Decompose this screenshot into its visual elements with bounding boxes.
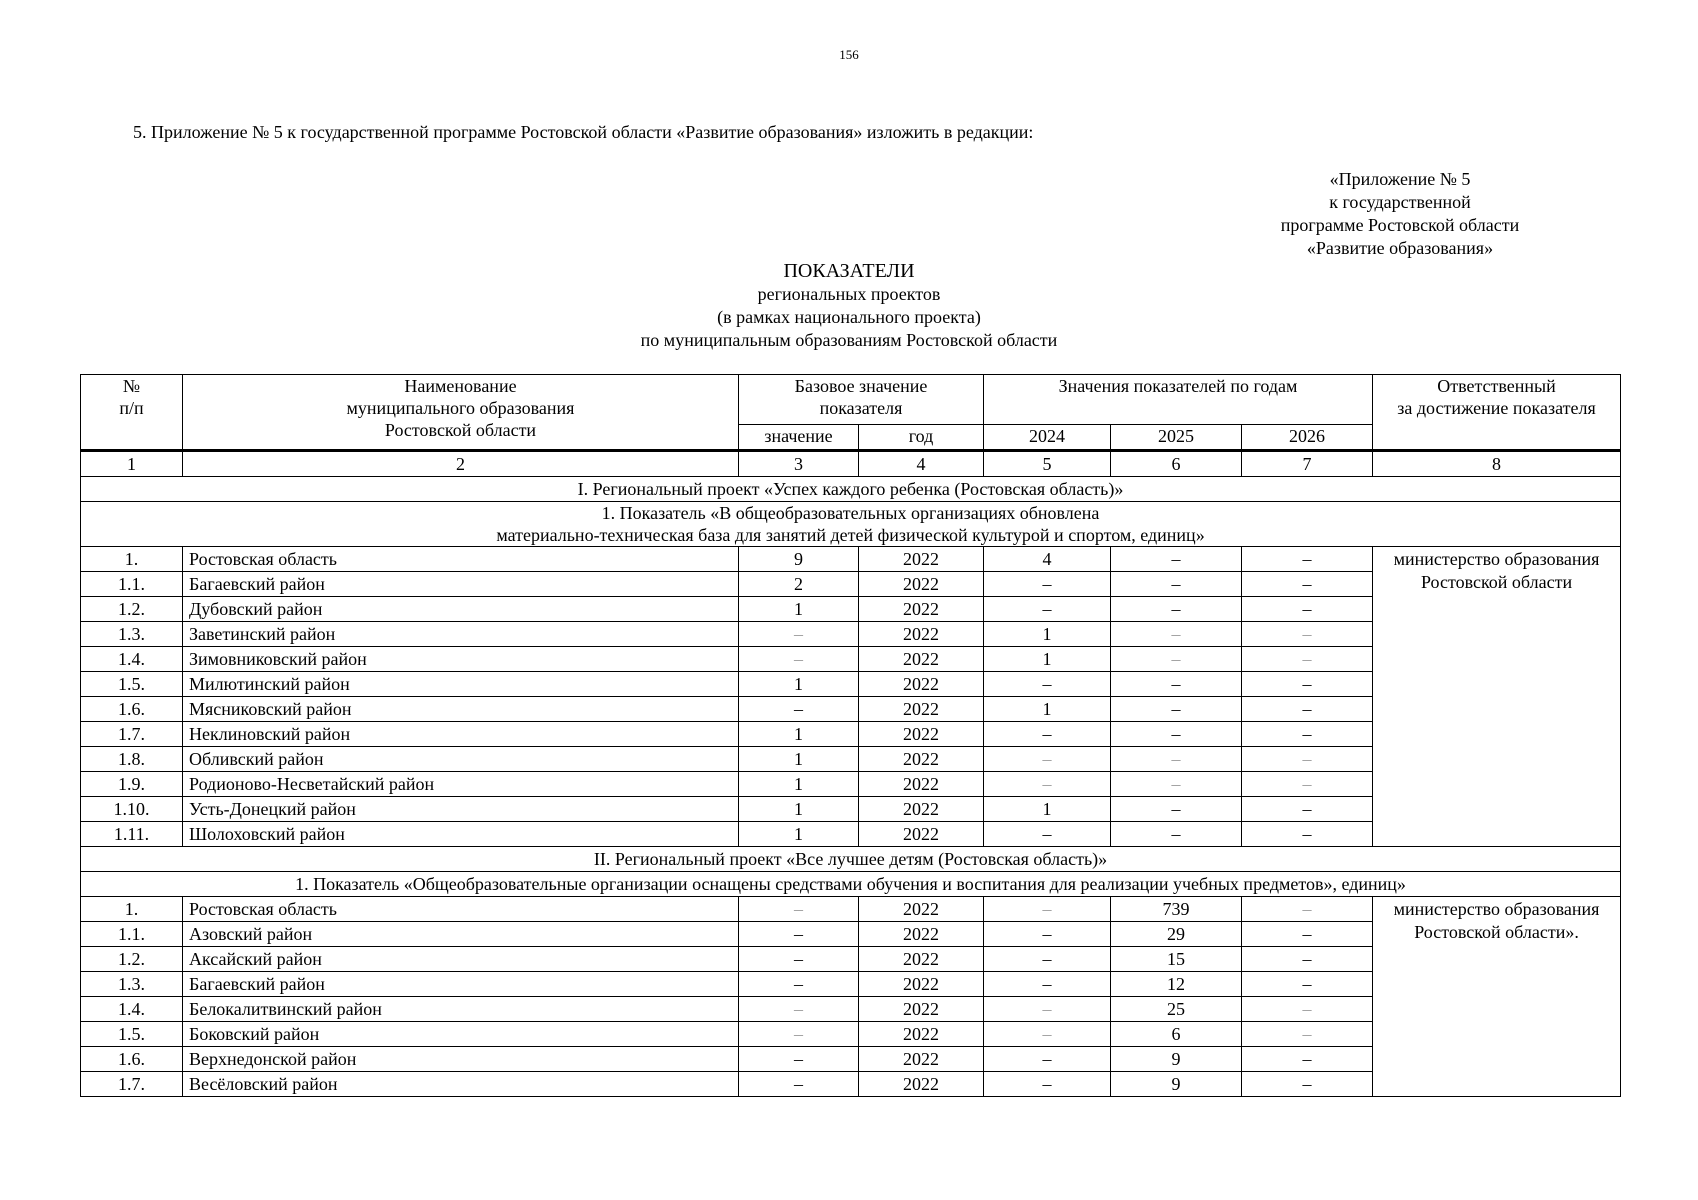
value-2025: 739 [1111,897,1242,922]
column-number: 8 [1373,451,1621,477]
value-2026: – [1242,547,1373,572]
municipality-name: Ростовская область [183,897,739,922]
value-2024: – [984,722,1111,747]
indicator-line: 1. Показатель «Общеобразовательные организации оснащены средствами обучения и воспитания для реализации учебных предметов», единиц» [295,874,1406,894]
municipality-name: Заветинский район [183,622,739,647]
value-2024: – [984,772,1111,797]
base-year: 2022 [859,572,984,597]
section-title-row [81,847,1621,872]
section-title-row [81,477,1621,502]
page-number: 156 [839,47,859,62]
row-number: 1.9. [81,772,183,797]
column-number: 2 [183,451,739,477]
header-number [81,375,183,451]
value-2025: 29 [1111,922,1242,947]
indicator-title [81,872,1621,897]
base-year: 2022 [859,1047,984,1072]
municipality-name: Родионово-Несветайский район [183,772,739,797]
value-2025: – [1111,722,1242,747]
title-line: (в рамках национального проекта) [717,307,981,327]
value-2024: 1 [984,797,1111,822]
indicator-row [81,502,1621,547]
row-number: 1.2. [81,597,183,622]
value-2026: – [1242,622,1373,647]
column-number: 5 [984,451,1111,477]
intro-paragraph: 5. Приложение № 5 к государственной программе Ростовской области «Развитие образования» изложить в редакции: [133,122,1034,142]
row-number: 1. [81,547,183,572]
header-value: значение [739,425,859,451]
base-value: – [739,1072,859,1097]
responsible-line: министерство образования [1393,899,1600,919]
value-2024: 4 [984,547,1111,572]
base-year: 2022 [859,747,984,772]
header-years-group: Значения показателей по годам [984,375,1373,425]
base-value: – [739,622,859,647]
value-2025: – [1111,597,1242,622]
municipality-name: Зимовниковский район [183,647,739,672]
value-2024: 1 [984,647,1111,672]
column-number: 7 [1242,451,1373,477]
base-value: – [739,922,859,947]
appendix-line: программе Ростовской области [1280,215,1520,235]
indicator-line: материально-техническая база для занятий детей физической культурой и спортом, единиц» [496,525,1205,545]
value-2026: – [1242,1072,1373,1097]
base-year: 2022 [859,947,984,972]
header-name [183,375,739,451]
value-2024: – [984,572,1111,597]
value-2025: 6 [1111,1022,1242,1047]
value-2025: 9 [1111,1072,1242,1097]
value-2026: – [1242,572,1373,597]
header-text: п/п [119,398,144,418]
municipality-name: Аксайский район [183,947,739,972]
value-2025: – [1111,647,1242,672]
value-2025: – [1111,672,1242,697]
value-2026: – [1242,797,1373,822]
base-value: 1 [739,772,859,797]
value-2024: – [984,922,1111,947]
row-number: 1.8. [81,747,183,772]
value-2024: – [984,672,1111,697]
appendix-line: «Приложение № 5 [1329,169,1471,189]
base-year: 2022 [859,672,984,697]
base-year: 2022 [859,1022,984,1047]
responsible-cell [1373,547,1621,847]
row-number: 1. [81,897,183,922]
base-value: – [739,997,859,1022]
indicator-title [81,502,1621,547]
value-2024: – [984,822,1111,847]
base-year: 2022 [859,897,984,922]
responsible-line: Ростовской области [1420,572,1573,592]
base-year: 2022 [859,722,984,747]
value-2025: 9 [1111,1047,1242,1072]
row-number: 1.6. [81,697,183,722]
column-number: 3 [739,451,859,477]
header-text: за достижение показателя [1397,398,1596,418]
header-text: Ростовской области [384,420,537,440]
value-2025: 15 [1111,947,1242,972]
document-title [0,260,1698,352]
column-number: 4 [859,451,984,477]
base-value: 1 [739,797,859,822]
base-value: 2 [739,572,859,597]
indicator-line: 1. Показатель «В общеобразовательных организациях обновлена [601,503,1100,523]
municipality-name: Белокалитвинский район [183,997,739,1022]
responsible-line: министерство образования [1393,549,1600,569]
municipality-name: Боковский район [183,1022,739,1047]
value-2026: – [1242,747,1373,772]
section-title: II. Региональный проект «Все лучшее детям (Ростовская область)» [81,847,1621,872]
municipality-name: Мясниковский район [183,697,739,722]
row-number: 1.7. [81,722,183,747]
base-value: – [739,1022,859,1047]
header-2026: 2026 [1242,425,1373,451]
base-year: 2022 [859,797,984,822]
header-text: Наименование [404,376,517,396]
municipality-name: Верхнедонской район [183,1047,739,1072]
value-2024: – [984,1072,1111,1097]
header-base-value [739,375,984,425]
header-responsible [1373,375,1621,451]
value-2024: 1 [984,622,1111,647]
row-number: 1.3. [81,972,183,997]
base-value: 1 [739,597,859,622]
base-value: 1 [739,672,859,697]
base-year: 2022 [859,972,984,997]
row-number: 1.4. [81,997,183,1022]
title-line: региональных проектов [757,284,941,304]
header-text: Ответственный [1437,376,1556,396]
header-2025: 2025 [1111,425,1242,451]
section-title: I. Региональный проект «Успех каждого ребенка (Ростовская область)» [81,477,1621,502]
value-2025: – [1111,572,1242,597]
table-row [81,547,1621,572]
appendix-line: к государственной [1329,192,1471,212]
municipality-name: Ростовская область [183,547,739,572]
value-2025: – [1111,547,1242,572]
row-number: 1.7. [81,1072,183,1097]
value-2026: – [1242,997,1373,1022]
municipality-name: Неклиновский район [183,722,739,747]
value-2025: 25 [1111,997,1242,1022]
value-2024: – [984,947,1111,972]
column-number: 1 [81,451,183,477]
column-numbers-row [81,451,1621,477]
value-2026: – [1242,672,1373,697]
base-year: 2022 [859,597,984,622]
header-text: № [122,376,141,396]
title-main: ПОКАЗАТЕЛИ [783,260,915,282]
base-year: 2022 [859,997,984,1022]
row-number: 1.5. [81,672,183,697]
header-text: Базовое значение [794,376,928,396]
row-number: 1.3. [81,622,183,647]
value-2024: – [984,597,1111,622]
value-2026: – [1242,922,1373,947]
value-2024: 1 [984,697,1111,722]
value-2026: – [1242,647,1373,672]
header-year: год [859,425,984,451]
base-year: 2022 [859,822,984,847]
base-value: – [739,1047,859,1072]
column-number: 6 [1111,451,1242,477]
municipality-name: Багаевский район [183,972,739,997]
value-2024: – [984,747,1111,772]
value-2026: – [1242,822,1373,847]
base-value: 1 [739,722,859,747]
value-2026: – [1242,947,1373,972]
base-year: 2022 [859,647,984,672]
value-2026: – [1242,697,1373,722]
title-line: по муниципальным образованиям Ростовской области [640,330,1058,350]
municipality-name: Багаевский район [183,572,739,597]
base-value: – [739,897,859,922]
municipality-name: Милютинский район [183,672,739,697]
municipality-name: Азовский район [183,922,739,947]
responsible-line: Ростовской области». [1414,922,1579,942]
base-year: 2022 [859,622,984,647]
table-row [81,897,1621,922]
value-2024: – [984,1047,1111,1072]
value-2026: – [1242,722,1373,747]
base-value: – [739,972,859,997]
responsible-cell [1373,897,1621,1097]
value-2025: – [1111,797,1242,822]
value-2025: 12 [1111,972,1242,997]
municipality-name: Усть-Донецкий район [183,797,739,822]
value-2024: – [984,997,1111,1022]
row-number: 1.1. [81,572,183,597]
row-number: 1.11. [81,822,183,847]
value-2025: – [1111,772,1242,797]
value-2024: – [984,972,1111,997]
appendix-line: «Развитие образования» [1306,238,1494,258]
indicators-table [80,374,1621,1097]
value-2026: – [1242,972,1373,997]
base-year: 2022 [859,1072,984,1097]
row-number: 1.5. [81,1022,183,1047]
base-value: – [739,947,859,972]
value-2025: – [1111,622,1242,647]
base-year: 2022 [859,697,984,722]
municipality-name: Дубовский район [183,597,739,622]
municipality-name: Обливский район [183,747,739,772]
appendix-heading [1260,168,1540,260]
base-value: 1 [739,822,859,847]
base-year: 2022 [859,772,984,797]
header-text: показателя [819,398,903,418]
value-2025: – [1111,747,1242,772]
row-number: 1.2. [81,947,183,972]
municipality-name: Весёловский район [183,1072,739,1097]
header-text: муниципального образования [346,398,575,418]
base-year: 2022 [859,922,984,947]
base-value: – [739,697,859,722]
row-number: 1.1. [81,922,183,947]
value-2026: – [1242,897,1373,922]
value-2026: – [1242,772,1373,797]
row-number: 1.10. [81,797,183,822]
value-2025: – [1111,697,1242,722]
municipality-name: Шолоховский район [183,822,739,847]
value-2025: – [1111,822,1242,847]
row-number: 1.4. [81,647,183,672]
base-year: 2022 [859,547,984,572]
value-2024: – [984,897,1111,922]
base-value: – [739,647,859,672]
value-2026: – [1242,1022,1373,1047]
base-value: 1 [739,747,859,772]
value-2024: – [984,1022,1111,1047]
base-value: 9 [739,547,859,572]
value-2026: – [1242,1047,1373,1072]
indicator-row [81,872,1621,897]
header-2024: 2024 [984,425,1111,451]
value-2026: – [1242,597,1373,622]
row-number: 1.6. [81,1047,183,1072]
